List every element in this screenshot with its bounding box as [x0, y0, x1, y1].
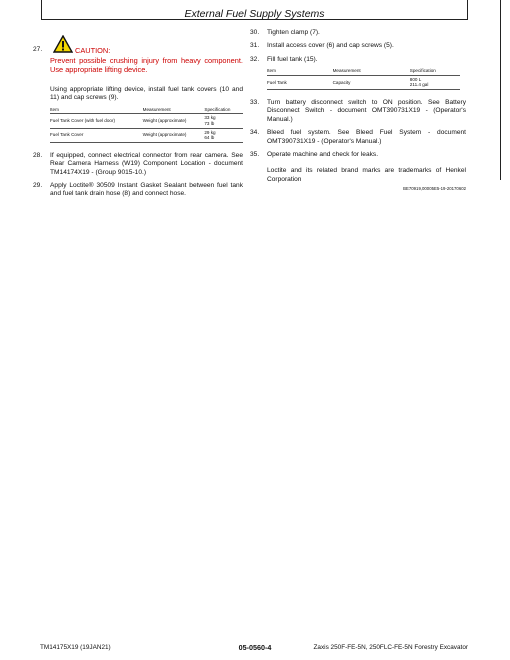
table-header-row	[50, 106, 243, 114]
left-column	[33, 35, 243, 199]
step-number: 27.	[33, 46, 43, 53]
trademark-notice: Loctite and its related brand marks are trademarks of Henkel Corporation	[267, 167, 466, 183]
page-title: External Fuel Supply Systems	[184, 8, 325, 20]
step-number: 28.	[33, 151, 43, 159]
step-text: Bleed fuel system. See Bleed Fuel System - document OMT390731X19 - (Operator's Manual.)	[267, 129, 466, 145]
step-number: 34.	[250, 129, 260, 137]
step-34	[250, 129, 466, 146]
step-35	[250, 151, 466, 159]
footer-document-id: TM14175X19 (19JAN21)	[40, 644, 111, 651]
step-text: If equipped, connect electrical connector from rear camera. See Rear Camera Harness (W19) Component Location - document TM14174X19 - (Group 9015-10.)	[50, 151, 243, 176]
column-header: Item	[50, 106, 143, 114]
step-29	[33, 182, 243, 199]
footer-page-number: 05-0560-4	[238, 643, 272, 652]
spec-imperial: 211.4 gal	[409, 82, 429, 88]
fuel-tank-cover-spec-table	[50, 106, 243, 143]
step-31	[250, 42, 466, 50]
fuel-tank-capacity-table	[267, 67, 460, 90]
table-header-row	[267, 67, 460, 75]
table-row	[50, 114, 243, 128]
step-text: Install access cover (6) and cap screws (5).	[267, 42, 394, 50]
cell-spec	[410, 75, 460, 89]
step-number: 35.	[250, 150, 260, 158]
warning-triangle-icon	[53, 35, 73, 53]
step-text: Tighten clamp (7).	[267, 29, 320, 36]
header-box	[41, 0, 468, 20]
step-number: 32.	[250, 55, 260, 63]
column-header: Specification	[410, 67, 460, 75]
spec-metric: 29 kg	[204, 129, 216, 135]
step-33	[250, 99, 466, 124]
cell-measurement: Weight (approximate)	[143, 114, 205, 128]
step-27-caution	[33, 35, 243, 53]
step-number: 29.	[33, 181, 43, 189]
spec-imperial: 64 lb	[204, 135, 215, 141]
step-text: Operate machine and check for leaks.	[267, 150, 379, 158]
column-header: Measurement	[143, 106, 205, 114]
reference-code: BE70919,00005E5-19-20170602	[403, 186, 466, 192]
spec-metric: 800 L	[409, 76, 422, 82]
footer-machine-model: Zaxis 250F-FE-5N, 250FLC-FE-5N Forestry Excavator	[313, 644, 468, 651]
step-32	[250, 56, 466, 64]
cell-measurement: Capacity	[333, 75, 410, 89]
cell-item: Fuel Tank Cover	[50, 128, 143, 142]
cell-item: Fuel Tank	[267, 75, 333, 89]
column-header: Item	[267, 67, 333, 75]
cell-measurement: Weight (approximate)	[143, 128, 205, 142]
column-header: Specification	[204, 106, 243, 114]
caution-label: CAUTION:	[75, 46, 111, 55]
column-header: Measurement	[333, 67, 410, 75]
step-text: Apply Loctite® 30509 Instant Gasket Sealant between fuel tank and fuel tank drain hose (8) and connect hose.	[50, 181, 243, 198]
step-text: Fill fuel tank (15).	[267, 55, 318, 63]
step-number: 30.	[250, 29, 260, 36]
table-row	[267, 75, 460, 89]
step-30	[250, 29, 466, 37]
step-28	[33, 152, 243, 177]
step-text: Turn battery disconnect switch to ON position. See Battery Disconnect Switch - document OMT390731X19 - (Operator's Manual.)	[267, 98, 466, 123]
spec-imperial: 73 lb	[204, 120, 215, 126]
table-row	[50, 128, 243, 142]
warning-text: Prevent possible crushing injury from heavy component. Use appropriate lifting device.	[50, 56, 243, 74]
cell-spec	[204, 128, 243, 142]
cell-item: Fuel Tank Cover (with fuel door)	[50, 114, 143, 128]
spec-metric: 33 kg	[204, 115, 216, 121]
step-number: 31.	[250, 42, 260, 50]
step-number: 33.	[250, 98, 260, 106]
step-27-instruction: Using appropriate lifting device, install fuel tank covers (10 and 11) and cap screws (9).	[50, 86, 243, 102]
margin-bar	[500, 0, 501, 180]
cell-spec	[204, 114, 243, 128]
right-column	[250, 29, 466, 191]
